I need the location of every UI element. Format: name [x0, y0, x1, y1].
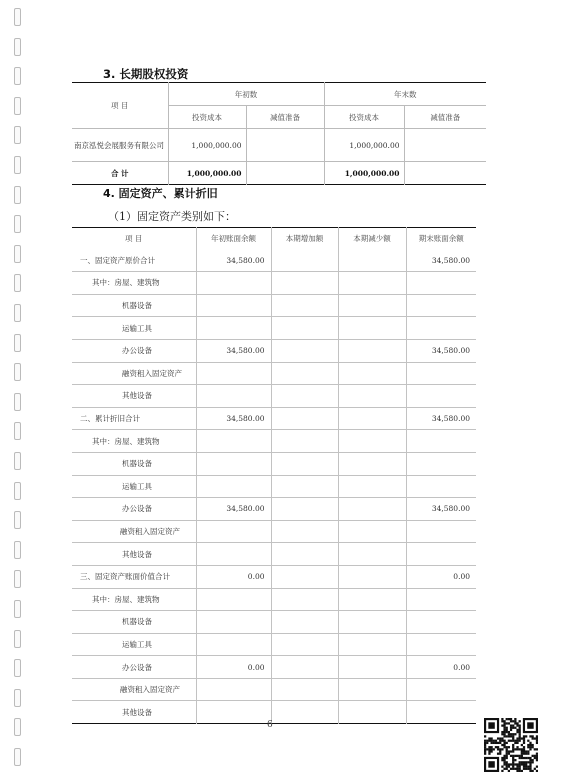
binder-hole — [14, 689, 21, 707]
end-balance-cell — [406, 294, 476, 317]
decrease-cell — [338, 543, 406, 566]
decrease-cell — [338, 633, 406, 656]
header-end-balance: 期末账面余额 — [406, 228, 476, 250]
binder-hole — [14, 570, 21, 588]
end-balance-cell — [406, 633, 476, 656]
table-row — [72, 317, 476, 340]
row-label: 其中：房屋、建筑物 — [72, 430, 196, 453]
qr-code-icon — [484, 718, 538, 772]
increase-cell — [271, 543, 338, 566]
binder-hole — [14, 422, 21, 440]
header-increase: 本期增加额 — [271, 228, 338, 250]
binder-hole — [14, 245, 21, 263]
decrease-cell — [338, 272, 406, 295]
decrease-cell — [338, 339, 406, 362]
begin-balance-cell — [196, 633, 271, 656]
begin-balance-cell — [196, 543, 271, 566]
increase-cell — [271, 407, 338, 430]
decrease-cell — [338, 475, 406, 498]
long-term-equity-investment-table — [72, 82, 486, 185]
begin-balance-cell — [196, 272, 271, 295]
table-row — [72, 656, 476, 679]
binder-hole — [14, 186, 21, 204]
row-name: 南京泓悦会展服务有限公司 — [72, 129, 168, 162]
binder-hole — [14, 304, 21, 322]
binder-hole — [14, 452, 21, 470]
binder-hole — [14, 38, 21, 56]
row-label: 其中：房屋、建筑物 — [72, 588, 196, 611]
decrease-cell — [338, 430, 406, 453]
binder-hole — [14, 659, 21, 677]
binder-hole — [14, 67, 21, 85]
binder-hole — [14, 334, 21, 352]
end-balance-cell: 34,580.00 — [406, 498, 476, 521]
increase-cell — [271, 250, 338, 272]
table-row — [72, 294, 476, 317]
increase-cell — [271, 678, 338, 701]
row-label: 融资租入固定资产 — [72, 362, 196, 385]
header-year-begin: 年初数 — [168, 83, 324, 106]
binder-hole — [14, 511, 21, 529]
end-cost-cell: 1,000,000.00 — [324, 129, 404, 162]
header-begin-balance: 年初账面余额 — [196, 228, 271, 250]
increase-cell — [271, 498, 338, 521]
row-label: 其他设备 — [72, 701, 196, 724]
row-label: 办公设备 — [72, 339, 196, 362]
binder-hole — [14, 8, 21, 26]
binder-hole — [14, 718, 21, 736]
binder-hole — [14, 126, 21, 144]
decrease-cell — [338, 407, 406, 430]
binder-hole — [14, 482, 21, 500]
row-label: 其他设备 — [72, 385, 196, 408]
increase-cell — [271, 633, 338, 656]
end-balance-cell — [406, 588, 476, 611]
end-balance-cell — [406, 317, 476, 340]
binder-hole — [14, 156, 21, 174]
begin-cost-total: 1,000,000.00 — [168, 162, 246, 185]
end-balance-cell — [406, 475, 476, 498]
binder-hole — [14, 600, 21, 618]
table-row — [72, 362, 476, 385]
header-item: 项 目 — [72, 83, 168, 129]
begin-balance-cell — [196, 452, 271, 475]
increase-cell — [271, 565, 338, 588]
table-row — [72, 452, 476, 475]
increase-cell — [271, 272, 338, 295]
table-row — [72, 250, 476, 272]
decrease-cell — [338, 294, 406, 317]
increase-cell — [271, 385, 338, 408]
end-balance-cell — [406, 543, 476, 566]
row-label: 融资租入固定资产 — [72, 678, 196, 701]
binder-holes — [12, 0, 24, 782]
table-row-total — [72, 162, 486, 185]
end-cost-total: 1,000,000.00 — [324, 162, 404, 185]
decrease-cell — [338, 250, 406, 272]
begin-balance-cell — [196, 294, 271, 317]
increase-cell — [271, 362, 338, 385]
begin-balance-cell — [196, 430, 271, 453]
fixed-assets-table — [72, 227, 476, 724]
table-row — [72, 543, 476, 566]
row-label: 融资租入固定资产 — [72, 520, 196, 543]
increase-cell — [271, 520, 338, 543]
table-row — [72, 407, 476, 430]
binder-hole — [14, 363, 21, 381]
row-label: 其中：房屋、建筑物 — [72, 272, 196, 295]
begin-balance-cell: 34,580.00 — [196, 498, 271, 521]
table-row — [72, 498, 476, 521]
end-balance-cell — [406, 611, 476, 634]
end-impairment-cell — [404, 129, 486, 162]
decrease-cell — [338, 656, 406, 679]
begin-balance-cell — [196, 362, 271, 385]
row-label: 办公设备 — [72, 656, 196, 679]
decrease-cell — [338, 611, 406, 634]
increase-cell — [271, 475, 338, 498]
table-row — [72, 339, 476, 362]
binder-hole — [14, 215, 21, 233]
table-row — [72, 633, 476, 656]
begin-balance-cell: 34,580.00 — [196, 339, 271, 362]
row-label: 办公设备 — [72, 498, 196, 521]
decrease-cell — [338, 565, 406, 588]
decrease-cell — [338, 362, 406, 385]
begin-cost-cell: 1,000,000.00 — [168, 129, 246, 162]
end-balance-cell: 34,580.00 — [406, 250, 476, 272]
begin-balance-cell: 0.00 — [196, 656, 271, 679]
begin-impairment-total — [246, 162, 324, 185]
decrease-cell — [338, 317, 406, 340]
header-end-cost: 投资成本 — [324, 106, 404, 129]
section-4-title: 4. 固定资产、累计折旧 — [103, 187, 218, 200]
end-impairment-total — [404, 162, 486, 185]
begin-balance-cell — [196, 317, 271, 340]
row-label: 机器设备 — [72, 294, 196, 317]
table-row — [72, 520, 476, 543]
end-balance-cell — [406, 520, 476, 543]
binder-hole — [14, 748, 21, 766]
table-row — [72, 385, 476, 408]
begin-balance-cell: 0.00 — [196, 565, 271, 588]
begin-balance-cell: 34,580.00 — [196, 407, 271, 430]
increase-cell — [271, 588, 338, 611]
header-year-end: 年末数 — [324, 83, 486, 106]
table-row — [72, 701, 476, 724]
header-begin-impairment: 减值准备 — [246, 106, 324, 129]
section-4-subtitle: （1）固定资产类别如下： — [108, 210, 236, 223]
binder-hole — [14, 274, 21, 292]
header-begin-cost: 投资成本 — [168, 106, 246, 129]
end-balance-cell: 34,580.00 — [406, 407, 476, 430]
increase-cell — [271, 430, 338, 453]
decrease-cell — [338, 498, 406, 521]
end-balance-cell: 0.00 — [406, 656, 476, 679]
begin-balance-cell — [196, 701, 271, 724]
end-balance-cell: 34,580.00 — [406, 339, 476, 362]
begin-balance-cell — [196, 385, 271, 408]
table-header-row — [72, 228, 476, 250]
end-balance-cell — [406, 385, 476, 408]
total-label: 合 计 — [72, 162, 168, 185]
table-row — [72, 475, 476, 498]
begin-balance-cell — [196, 611, 271, 634]
header-decrease: 本期减少额 — [338, 228, 406, 250]
row-label: 机器设备 — [72, 611, 196, 634]
end-balance-cell — [406, 701, 476, 724]
table-row — [72, 588, 476, 611]
begin-impairment-cell — [246, 129, 324, 162]
table-row — [72, 611, 476, 634]
table-row — [72, 678, 476, 701]
section-3-title: 3. 长期股权投资 — [103, 67, 189, 81]
increase-cell — [271, 611, 338, 634]
decrease-cell — [338, 452, 406, 475]
begin-balance-cell — [196, 588, 271, 611]
begin-balance-cell — [196, 475, 271, 498]
binder-hole — [14, 97, 21, 115]
end-balance-cell — [406, 452, 476, 475]
decrease-cell — [338, 385, 406, 408]
end-balance-cell: 0.00 — [406, 565, 476, 588]
increase-cell — [271, 317, 338, 340]
row-label: 一、固定资产原价合计 — [72, 250, 196, 272]
decrease-cell — [338, 678, 406, 701]
binder-hole — [14, 541, 21, 559]
begin-balance-cell — [196, 678, 271, 701]
table-row — [72, 565, 476, 588]
table-row — [72, 430, 476, 453]
increase-cell — [271, 339, 338, 362]
begin-balance-cell: 34,580.00 — [196, 250, 271, 272]
page-number: 6 — [267, 720, 273, 730]
end-balance-cell — [406, 272, 476, 295]
end-balance-cell — [406, 362, 476, 385]
row-label: 其他设备 — [72, 543, 196, 566]
increase-cell — [271, 452, 338, 475]
decrease-cell — [338, 520, 406, 543]
row-label: 三、固定资产账面价值合计 — [72, 565, 196, 588]
decrease-cell — [338, 701, 406, 724]
table-row — [72, 129, 486, 162]
table-row — [72, 272, 476, 295]
row-label: 运输工具 — [72, 317, 196, 340]
end-balance-cell — [406, 430, 476, 453]
row-label: 运输工具 — [72, 475, 196, 498]
row-label: 机器设备 — [72, 452, 196, 475]
header-end-impairment: 减值准备 — [404, 106, 486, 129]
header-item: 项 目 — [72, 228, 196, 250]
binder-hole — [14, 393, 21, 411]
increase-cell — [271, 656, 338, 679]
row-label: 二、累计折旧合计 — [72, 407, 196, 430]
begin-balance-cell — [196, 520, 271, 543]
decrease-cell — [338, 588, 406, 611]
increase-cell — [271, 294, 338, 317]
increase-cell — [271, 701, 338, 724]
binder-hole — [14, 630, 21, 648]
end-balance-cell — [406, 678, 476, 701]
row-label: 运输工具 — [72, 633, 196, 656]
